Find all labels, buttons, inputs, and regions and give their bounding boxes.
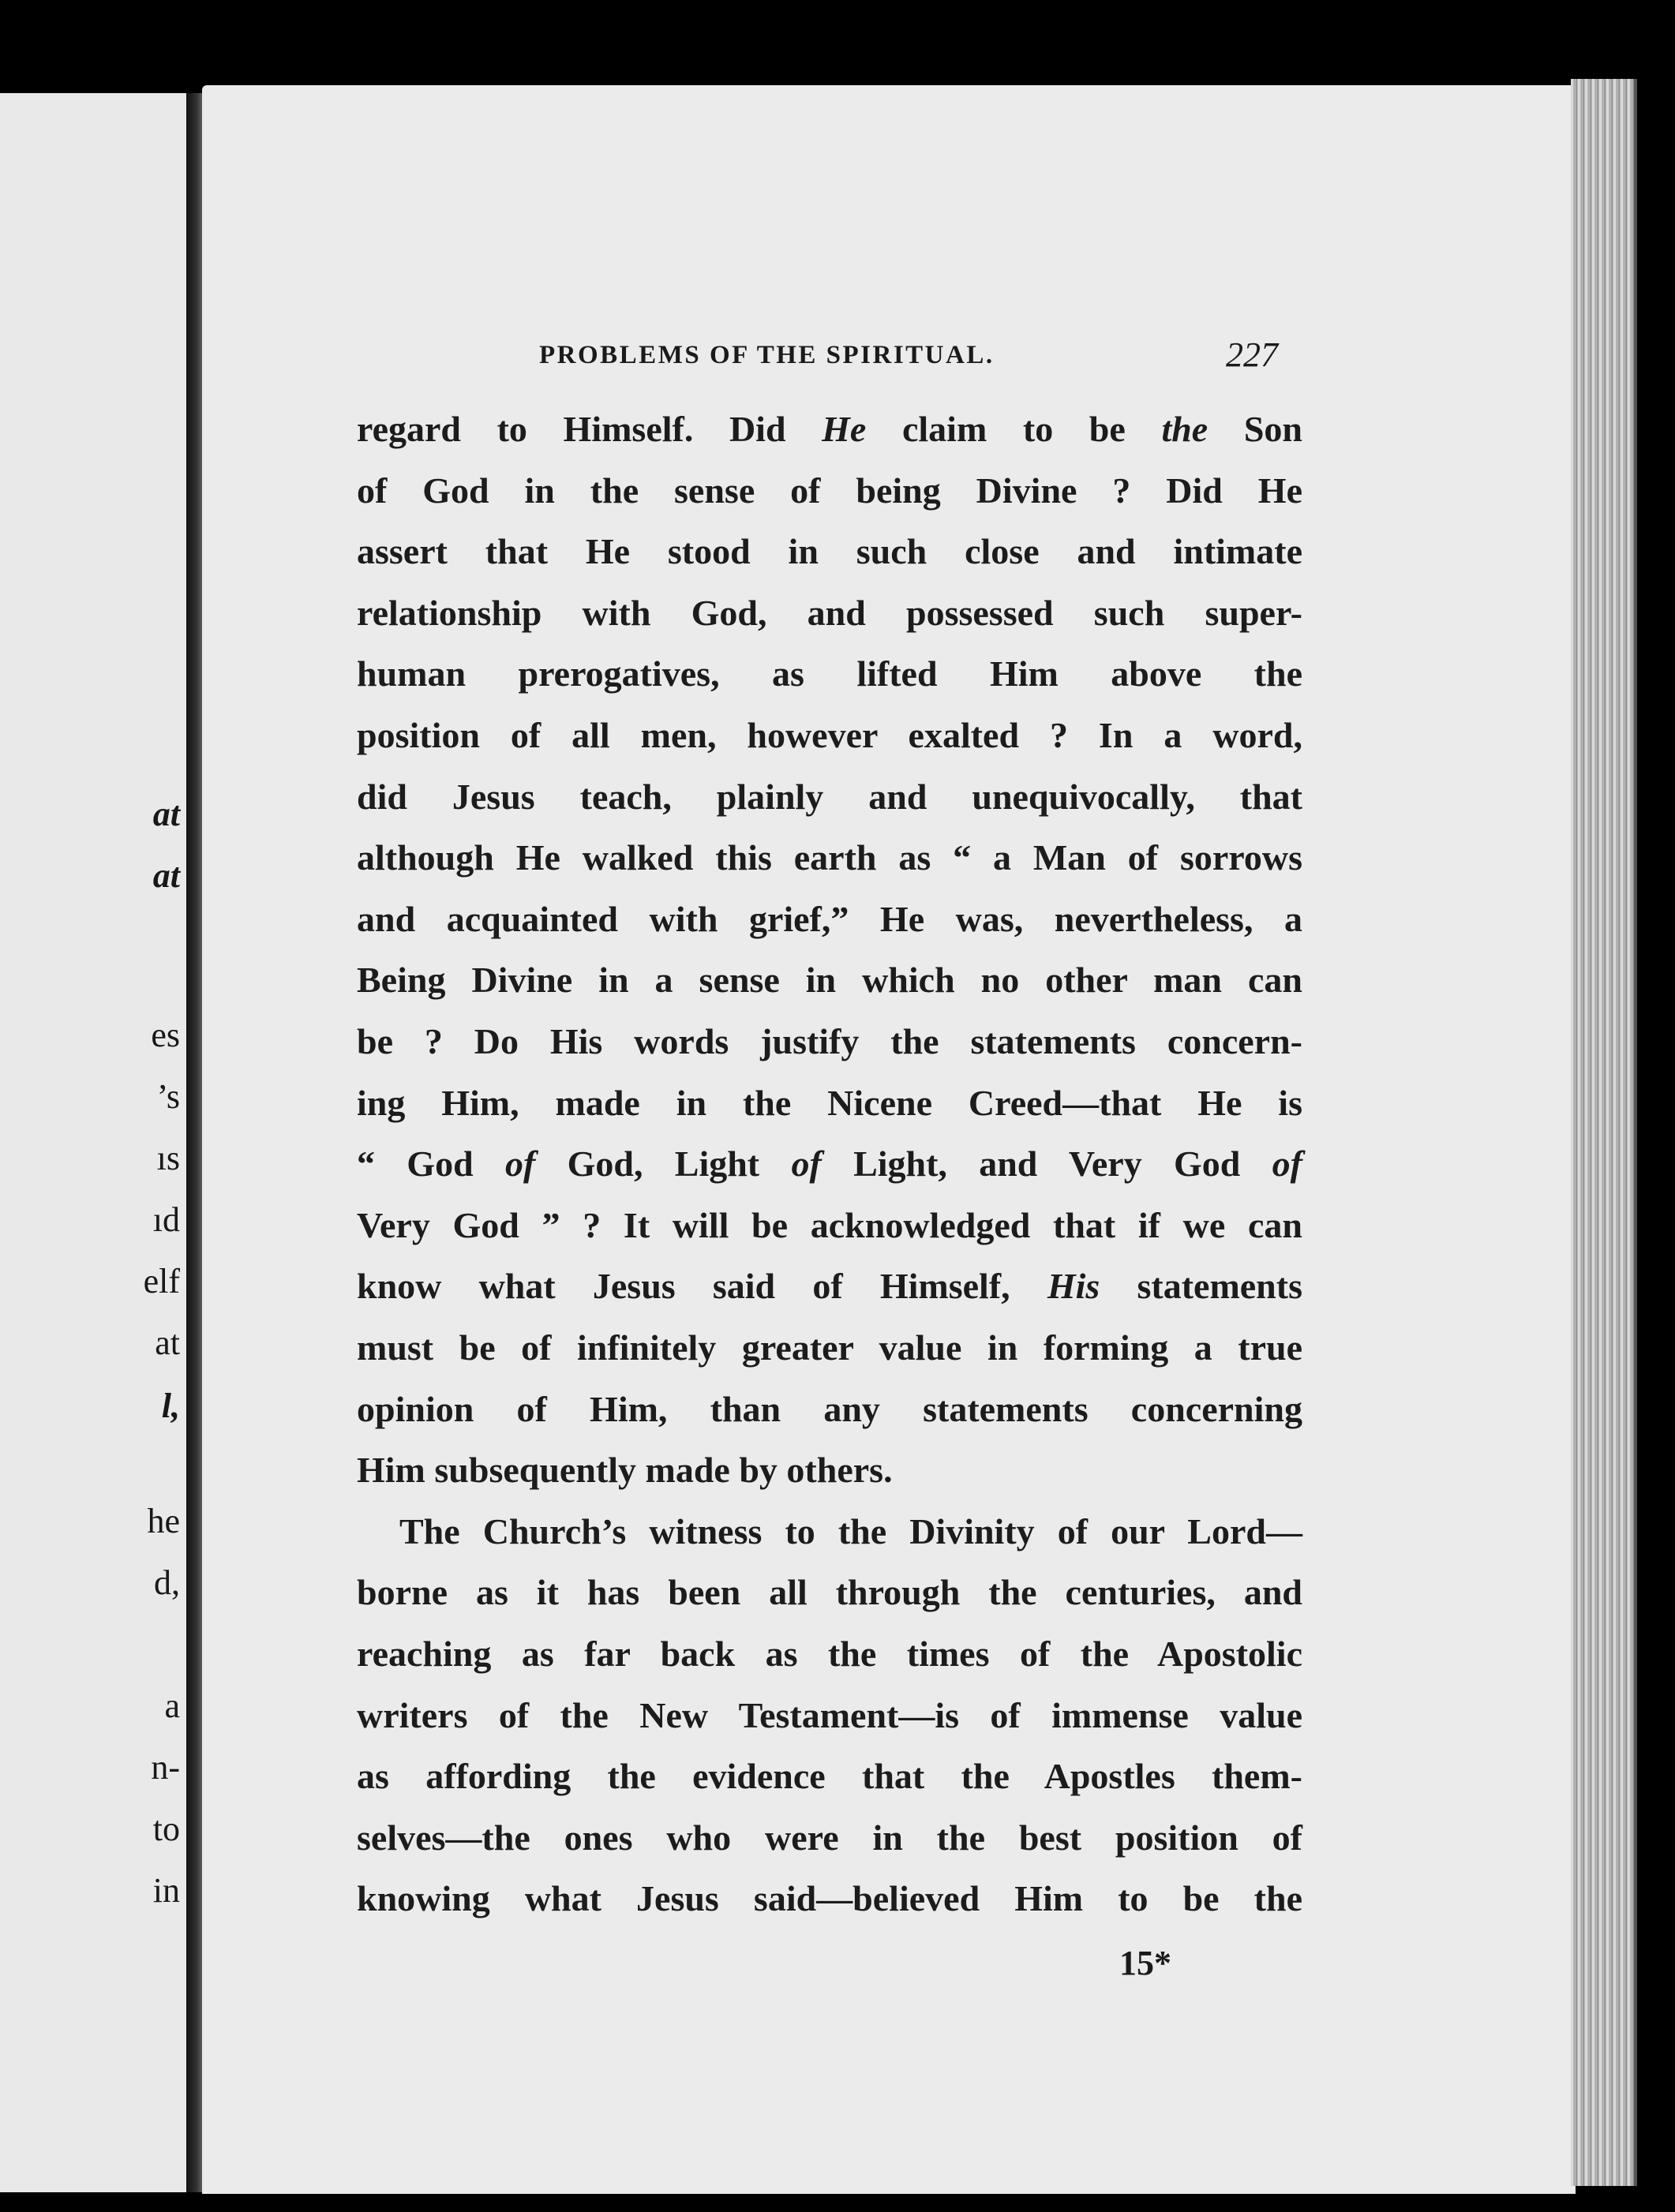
text-line bbox=[357, 1263, 1302, 1310]
text-line bbox=[357, 773, 1302, 821]
text-segment: position of all men, however exalted ? In a word, bbox=[357, 715, 1302, 755]
text-line bbox=[357, 589, 1302, 637]
left-page-fragment: d, bbox=[154, 1563, 180, 1602]
text-line bbox=[357, 712, 1302, 759]
text-line bbox=[357, 467, 1302, 515]
text-line bbox=[357, 1080, 1302, 1127]
text-line bbox=[357, 406, 1302, 453]
text-segment: Being Divine in a sense in which no other man can bbox=[357, 960, 1302, 1000]
text-segment: writers of the New Testament—is of immense value bbox=[357, 1695, 1302, 1735]
left-page-fragment: in bbox=[152, 1871, 180, 1910]
left-page-fragment: l, bbox=[161, 1387, 180, 1425]
text-line bbox=[357, 1753, 1302, 1800]
left-page-fragment: ’s bbox=[156, 1077, 180, 1116]
running-head: PROBLEMS OF THE SPIRITUAL. bbox=[539, 341, 995, 369]
text-line bbox=[357, 834, 1302, 881]
left-page-fragment: at bbox=[155, 1323, 180, 1362]
text-segment: Him subsequently made by others. bbox=[357, 1450, 893, 1490]
text-segment: Light, and Very God bbox=[821, 1143, 1272, 1184]
text-line bbox=[357, 650, 1302, 698]
left-page-fragment: he bbox=[147, 1502, 180, 1540]
text-segment: Son bbox=[1208, 409, 1302, 449]
left-page-fragment: elf bbox=[143, 1262, 180, 1301]
text-segment: must be of infinitely greater value in forming a true bbox=[357, 1327, 1302, 1368]
text-line bbox=[399, 1508, 1302, 1555]
italic-text: of bbox=[791, 1143, 822, 1184]
text-segment: God, Light bbox=[535, 1143, 792, 1184]
left-page-fragment: at bbox=[152, 856, 180, 895]
signature-mark: 15* bbox=[1119, 1944, 1171, 1982]
text-segment: assert that He stood in such close and intimate bbox=[357, 531, 1302, 571]
text-segment: reaching as far back as the times of the Apostolic bbox=[357, 1634, 1302, 1674]
text-segment: as affording the evidence that the Apostles them- bbox=[357, 1756, 1302, 1796]
text-segment: although He walked this earth as “ a Man of sorrows bbox=[357, 837, 1302, 878]
left-page-fragment: n- bbox=[151, 1748, 180, 1787]
text-segment: borne as it has been all through the centuries, and bbox=[357, 1572, 1302, 1612]
text-line bbox=[357, 528, 1302, 575]
text-line bbox=[357, 1630, 1302, 1678]
text-segment: of God in the sense of being Divine ? Did He bbox=[357, 470, 1302, 511]
text-line bbox=[357, 1569, 1302, 1616]
italic-text: the bbox=[1161, 409, 1208, 449]
left-page-fragment: at bbox=[152, 795, 180, 833]
text-line bbox=[357, 1875, 1302, 1922]
italic-text: of bbox=[504, 1143, 536, 1184]
text-line bbox=[357, 1447, 1302, 1494]
left-page-fragment: to bbox=[152, 1810, 180, 1848]
text-segment: opinion of Him, than any statements concerning bbox=[357, 1389, 1302, 1429]
text-segment: and acquainted with grief,” He was, nevertheless, a bbox=[357, 899, 1302, 939]
text-segment: knowing what Jesus said—believed Him to be the bbox=[357, 1878, 1302, 1918]
book-gutter bbox=[186, 93, 204, 2192]
text-segment: did Jesus teach, plainly and unequivocally, that bbox=[357, 777, 1302, 817]
text-line bbox=[357, 1814, 1302, 1862]
text-segment: human prerogatives, as lifted Him above the bbox=[357, 653, 1302, 694]
page-fore-edge bbox=[1571, 79, 1637, 2186]
text-segment: claim to be bbox=[866, 409, 1162, 449]
previous-page-edge bbox=[0, 93, 191, 2192]
text-segment: selves—the ones who were in the best position of bbox=[357, 1817, 1302, 1858]
text-line bbox=[357, 1202, 1302, 1249]
text-segment: relationship with God, and possessed such super- bbox=[357, 593, 1302, 633]
italic-text: of bbox=[1272, 1143, 1302, 1184]
text-segment: regard to Himself. Did bbox=[357, 409, 823, 449]
text-segment: be ? Do His words justify the statements concern- bbox=[357, 1021, 1302, 1061]
italic-text: His bbox=[1047, 1266, 1100, 1306]
text-segment: Very God ” ? It will be acknowledged that if we can bbox=[357, 1205, 1302, 1245]
text-segment: ing Him, made in the Nicene Creed—that He is bbox=[357, 1083, 1302, 1123]
text-line bbox=[357, 896, 1302, 943]
text-segment: “ God bbox=[357, 1143, 505, 1184]
left-page-fragment: a bbox=[164, 1686, 180, 1725]
left-page-fragment: ıd bbox=[152, 1200, 180, 1239]
text-segment: know what Jesus said of Himself, bbox=[357, 1266, 1047, 1306]
text-line bbox=[357, 1018, 1302, 1065]
text-line bbox=[357, 1692, 1302, 1739]
left-page-fragment: ıs bbox=[156, 1139, 180, 1177]
text-line bbox=[357, 1324, 1302, 1372]
text-line bbox=[357, 1140, 1302, 1188]
left-page-fragment: es bbox=[151, 1016, 180, 1054]
text-line bbox=[357, 1386, 1302, 1433]
text-line bbox=[357, 956, 1302, 1004]
text-segment: statements bbox=[1100, 1266, 1302, 1306]
italic-text: He bbox=[822, 409, 867, 449]
text-segment: The Church’s witness to the Divinity of our Lord— bbox=[399, 1511, 1302, 1551]
page-number: 227 bbox=[1226, 335, 1278, 374]
